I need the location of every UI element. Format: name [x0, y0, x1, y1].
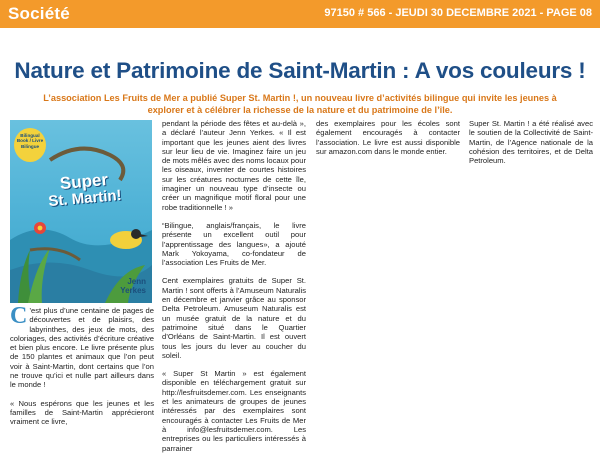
- paragraph: Super St. Martin ! a été réalisé avec le soutien de la Collectivité de Saint-Martin, de l’Agence nationale de la cohésion des territoires, et de Delta Petroleum.: [469, 119, 593, 166]
- article-column-1: [10, 303, 154, 436]
- paragraph: pendant la période des fêtes et au-delà », a déclaré l’auteur Jenn Yerkes. « Il est important que les jeunes aient des livres sur leur lieu de vie. Imaginez faire un jeu de mots mêlés avec des noms locaux pour les oiseaux, inventer de courtes histoires sur les créatures nocturnes de cette île, imaginer un nouveau type d’insecte ou créer un magnifique motif floral pour une robe traditionnelle ! »: [162, 119, 306, 212]
- cover-title-line2: St. Martin!: [47, 186, 123, 211]
- issue-info: 97150 # 566 - JEUDI 30 DECEMBRE 2021 - PAGE 08: [324, 7, 592, 19]
- article-lede: L’association Les Fruits de Mer a publié Super St. Martin !, un nouveau livre d’activités bilingue qui invite les jeunes à explorer et à célébrer la richesse de la nature et du patrimoine de l’île.: [43, 93, 557, 115]
- paragraph: [10, 303, 154, 390]
- paragraph: « Super St Martin » est également disponible en téléchargement gratuit sur http://lesfruitsdemer.com. Les enseignants et les animateurs de groupes de jeunes intéressés par des exemplaires sont encouragés à contacter Les Fruits de Mer à info@lesfruitsdemer.com. Les entreprises ou les particuliers intéressés à parrainer: [162, 369, 306, 453]
- book-cover-image: [10, 120, 152, 303]
- article-title: Nature et Patrimoine de Saint-Martin : A vos couleurs !: [14, 58, 586, 83]
- paragraph-text: ’est plus d’une centaine de pages de découvertes et de plaisirs, des labyrinthes, des jeux de mots, des coloriages, des activités d’écriture créative et bien plus encore. Le livre présente plus de 150 plantes et animaux que l’on peut voir à Saint-Martin, dont certains que l’on ne trouve qu’ici et nulle part ailleurs dans le monde !: [10, 306, 154, 390]
- section-header-bar: [0, 0, 600, 28]
- cover-author-last: Yerkes: [120, 286, 146, 295]
- paragraph: Cent exemplaires gratuits de Super St. Martin ! sont offerts à l’Amuseum Naturalis en décembre et janvier grâce au sponsor Delta Petroleum. Amuseum Naturalis est un musée gratuit de la nature et du patrimoine situé dans le Quartier d’Orléans de Saint-Martin. Il est ouvert tous les jours du lever au coucher du soleil.: [162, 276, 306, 360]
- paragraph: des exemplaires pour les écoles sont également encouragés à contacter l’association. Le livre est aussi disponible sur amazon.com dans le monde entier.: [316, 119, 460, 156]
- drop-cap: C: [10, 303, 28, 329]
- cover-author-first: Jenn: [127, 277, 146, 286]
- section-label: Société: [8, 4, 70, 23]
- cover-author: [120, 277, 146, 295]
- article-column-2: [162, 119, 306, 462]
- article-column-3: [316, 119, 460, 165]
- paragraph: “Bilingue, anglais/français, le livre présente un excellent outil pour l’apprentissage des langues», a ajouté Mark Yokoyama, co-fondateur de l’association Les Fruits de Mer.: [162, 220, 306, 268]
- paragraph: « Nous espérons que les jeunes et les familles de Saint-Martin apprécieront vraiment ce livre,: [10, 398, 154, 427]
- article-column-4: [469, 119, 593, 174]
- cover-title-line1: Super: [59, 169, 109, 194]
- bilingual-badge: Bilingual Book / Livre Bilingue: [14, 128, 46, 162]
